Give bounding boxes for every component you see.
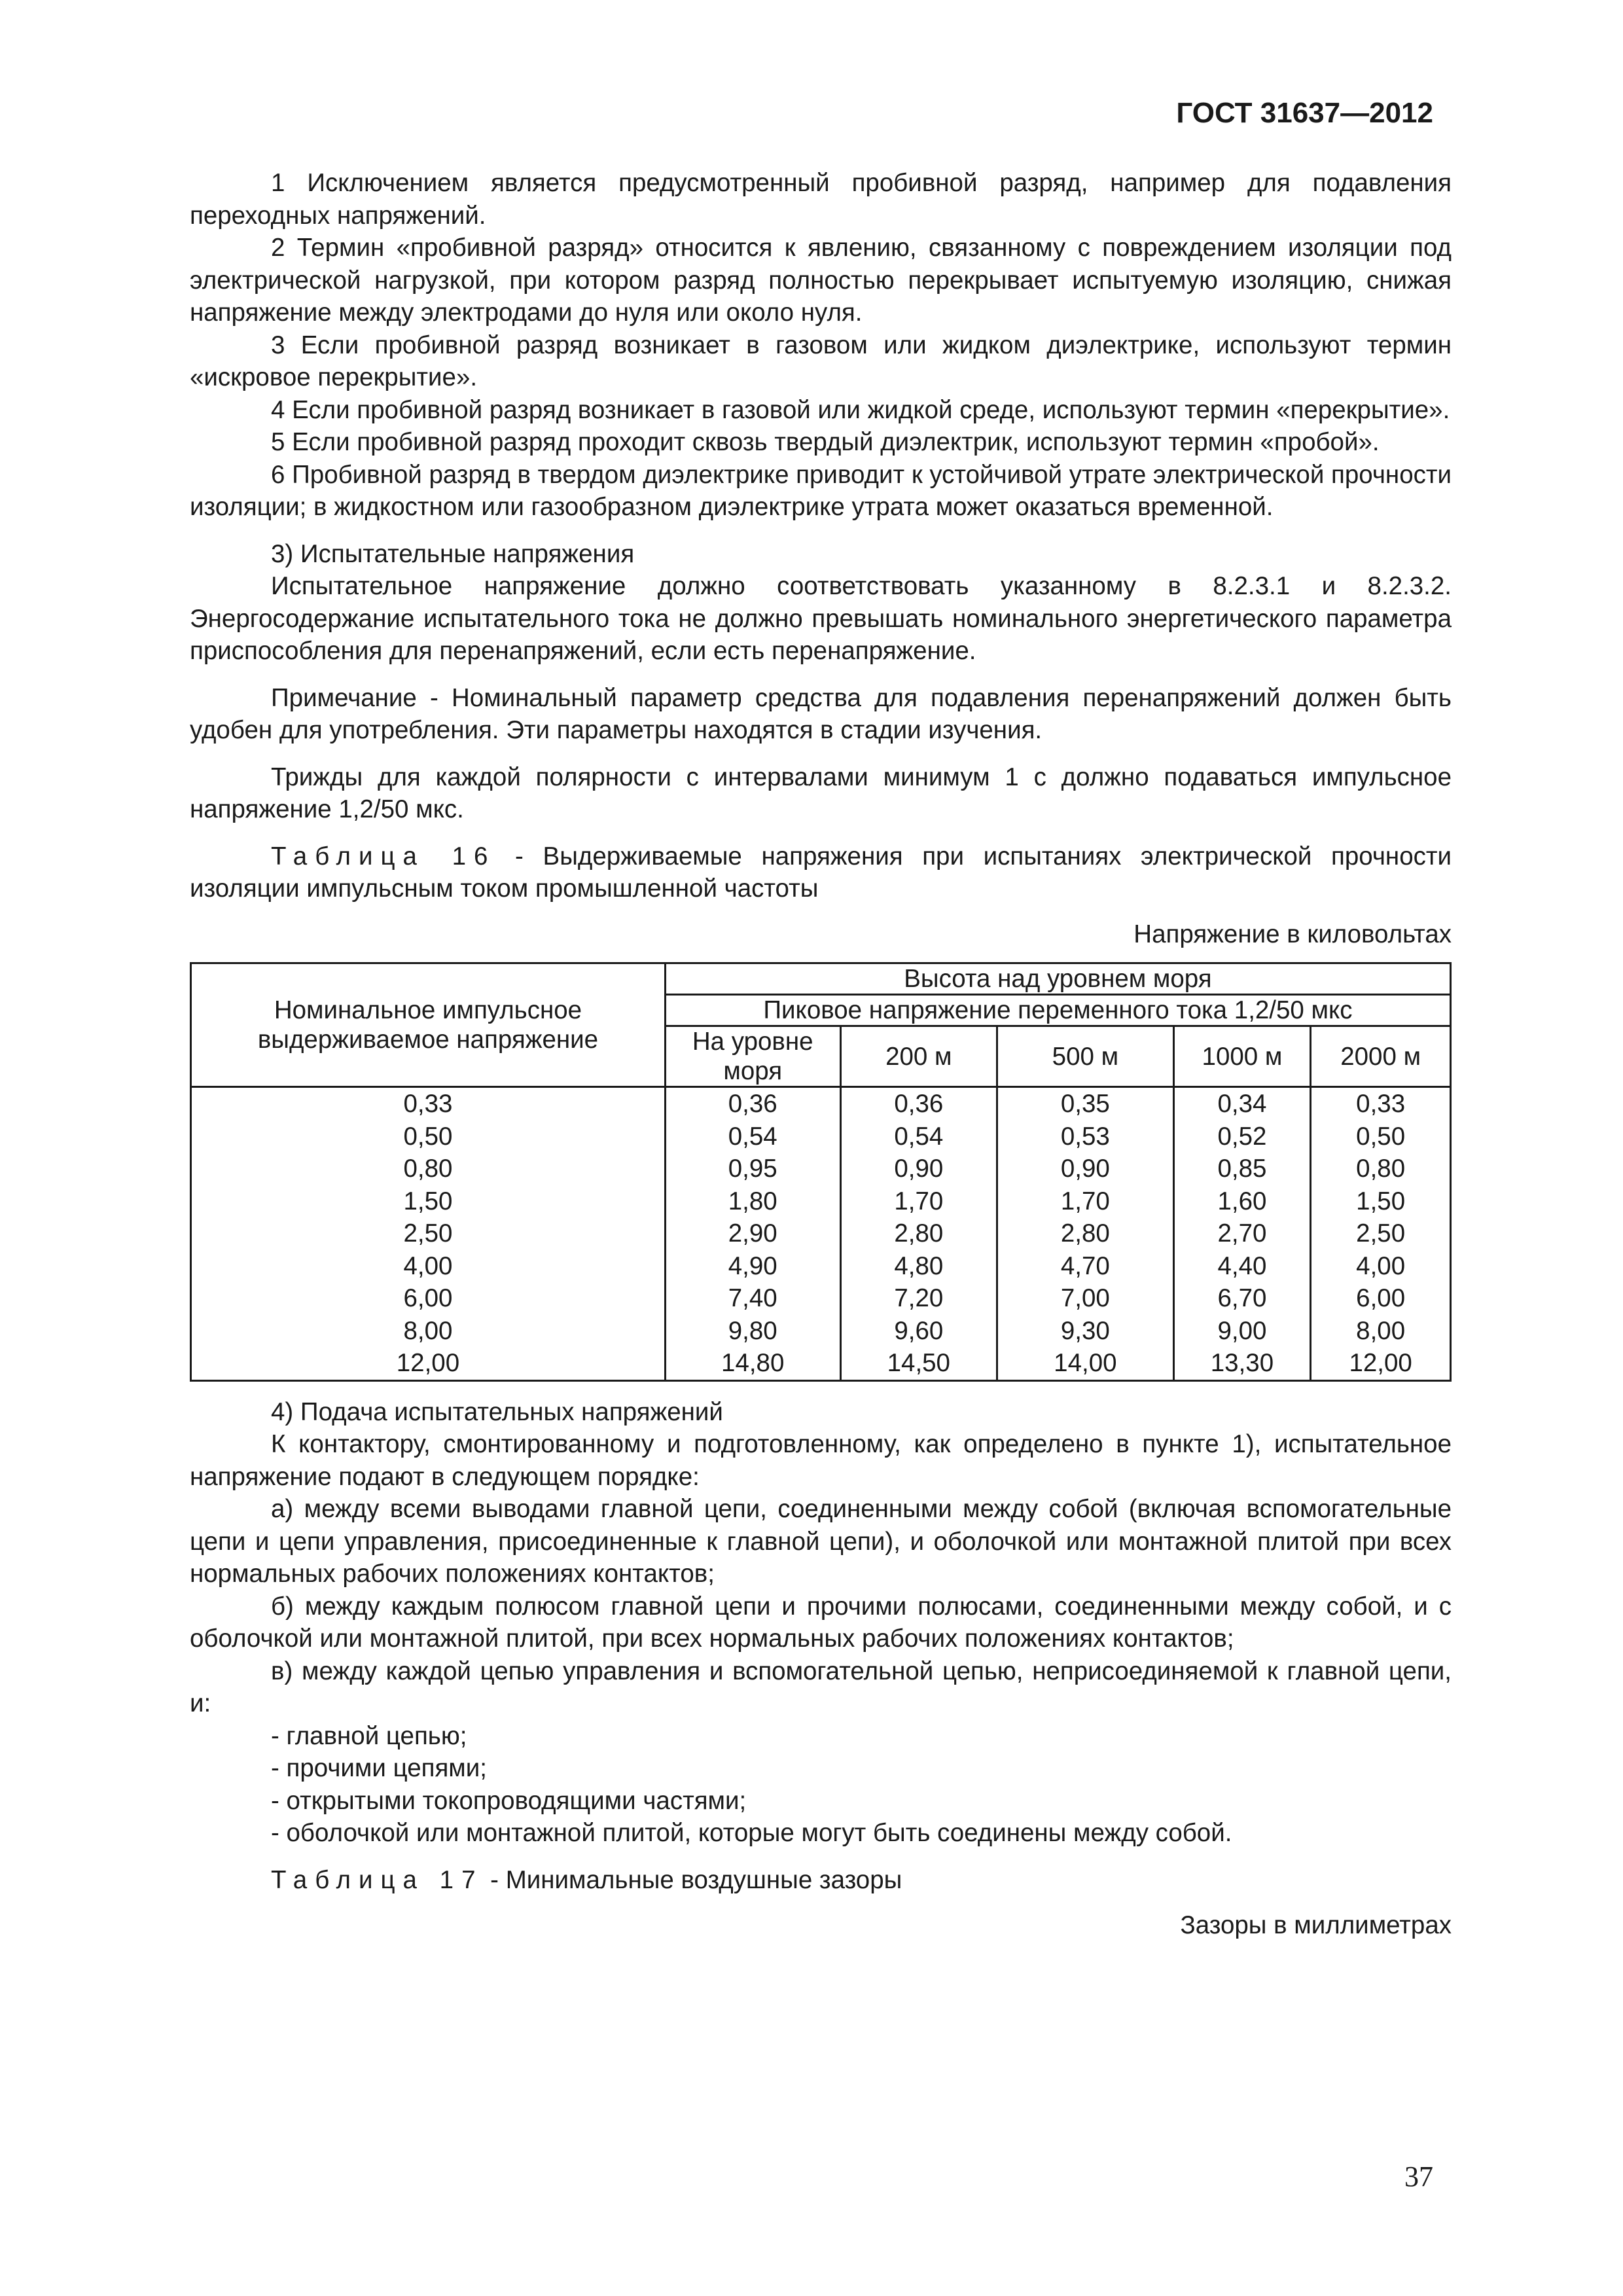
table-cell: 0,80 bbox=[1311, 1153, 1451, 1185]
table-cell: 13,30 bbox=[1173, 1347, 1311, 1380]
table-row bbox=[191, 1153, 1451, 1185]
table-row bbox=[191, 1315, 1451, 1348]
table-cell: 1,80 bbox=[665, 1185, 840, 1218]
table17-label: Таблица 17 bbox=[271, 1865, 484, 1894]
table16-label: Таблица 16 bbox=[271, 842, 496, 870]
table-cell: 0,54 bbox=[840, 1121, 997, 1153]
table-row bbox=[191, 1087, 1451, 1121]
table-cell: 7,00 bbox=[997, 1282, 1174, 1315]
table-cell: 9,00 bbox=[1173, 1315, 1311, 1348]
note-4: 4 Если пробивной разряд возникает в газовой или жидкой среде, используют термин «перекрытие». bbox=[271, 395, 1450, 424]
table-row bbox=[191, 1282, 1451, 1315]
section4-list-item: - прочими цепями; bbox=[271, 1754, 487, 1782]
table-cell: 0,33 bbox=[191, 1087, 666, 1121]
table-row bbox=[191, 1121, 1451, 1153]
table16-col0-header: Номинальное импульсное выдерживаемое напряжение bbox=[191, 963, 666, 1087]
table-cell: 6,70 bbox=[1173, 1282, 1311, 1315]
table-cell: 0,54 bbox=[665, 1121, 840, 1153]
section3-heading: 3) Испытательные напряжения bbox=[271, 539, 635, 568]
table-cell: 2,90 bbox=[665, 1217, 840, 1250]
section4-intro: К контактору, смонтированному и подготовленному, как определено в пункте 1), испытательное напряжение подают в следующем порядке: bbox=[190, 1430, 1452, 1491]
table16-altitude-header: 1000 м bbox=[1173, 1026, 1311, 1087]
table-cell: 0,95 bbox=[665, 1153, 840, 1185]
table-row bbox=[191, 1250, 1451, 1283]
section4-item-b: б) между каждым полюсом главной цепи и прочими полюсами, соединенными между собой, и с оболочкой или монтажной плитой, при всех нормальных рабочих положениях контактов; bbox=[190, 1592, 1452, 1653]
table-cell: 8,00 bbox=[191, 1315, 666, 1348]
table-cell: 2,80 bbox=[840, 1217, 997, 1250]
table-cell: 4,90 bbox=[665, 1250, 840, 1283]
table-cell: 0,35 bbox=[997, 1087, 1174, 1121]
table-cell: 9,60 bbox=[840, 1315, 997, 1348]
table16-caption bbox=[190, 840, 1452, 905]
note-6: 6 Пробивной разряд в твердом диэлектрике приводит к устойчивой утрате электрической прочности изоляции; в жидкостном или газообразном диэлектрике утрата может оказаться временной. bbox=[190, 460, 1452, 521]
table-cell: 4,00 bbox=[191, 1250, 666, 1283]
table-cell: 9,80 bbox=[665, 1315, 840, 1348]
table-cell: 0,90 bbox=[840, 1153, 997, 1185]
table-cell: 2,70 bbox=[1173, 1217, 1311, 1250]
table-cell: 4,40 bbox=[1173, 1250, 1311, 1283]
table16-altitude-header: На уровне моря bbox=[665, 1026, 840, 1087]
table-cell: 1,50 bbox=[1311, 1185, 1451, 1218]
table16-group-header: Высота над уровнем моря bbox=[665, 963, 1450, 995]
table-cell: 0,52 bbox=[1173, 1121, 1311, 1153]
table16-altitude-header: 500 м bbox=[997, 1026, 1174, 1087]
section4-list-item: - главной цепью; bbox=[271, 1721, 467, 1750]
note-2: 2 Термин «пробивной разряд» относится к явлению, связанному с повреждением изоляции под электрической нагрузкой, при котором разряд полностью перекрывает испытуемую изоляцию, снижая напряжение между электродами до нуля или около нуля. bbox=[190, 234, 1452, 327]
section3-text2: Трижды для каждой полярности с интервалами минимум 1 с должно подаваться импульсное напряжение 1,2/50 мкс. bbox=[190, 762, 1452, 823]
page-content bbox=[190, 167, 1452, 1954]
note-5: 5 Если пробивной разряд проходит сквозь твердый диэлектрик, используют термин «пробой». bbox=[271, 428, 1380, 456]
table-cell: 7,40 bbox=[665, 1282, 840, 1315]
table-cell: 0,53 bbox=[997, 1121, 1174, 1153]
table-cell: 14,80 bbox=[665, 1347, 840, 1380]
section4-item-a: а) между всеми выводами главной цепи, соединенными между собой (включая вспомогательные цепи и цепи управления, присоединенные к главной цепи), и оболочкой или монтажной плитой при всех нормальных рабочих положениях контактов; bbox=[190, 1495, 1452, 1588]
table-row bbox=[191, 1185, 1451, 1218]
table-cell: 12,00 bbox=[191, 1347, 666, 1380]
table-cell: 12,00 bbox=[1311, 1347, 1451, 1380]
table-cell: 2,80 bbox=[997, 1217, 1174, 1250]
document-header: ГОСТ 31637—2012 bbox=[1176, 97, 1433, 129]
table17-caption-text: - Минимальные воздушные зазоры bbox=[483, 1865, 902, 1894]
section4-item-c: в) между каждой цепью управления и вспомогательной цепью, неприсоединяемой к главной цепи, и: bbox=[190, 1657, 1452, 1717]
table17-caption bbox=[190, 1864, 1452, 1897]
table-cell: 0,90 bbox=[997, 1153, 1174, 1185]
page-number: 37 bbox=[1404, 2161, 1433, 2193]
table-cell: 4,00 bbox=[1311, 1250, 1451, 1283]
section3-note: Примечание - Номинальный параметр средства для подавления перенапряжений должен быть удобен для употребления. Эти параметры находятся в стадии изучения. bbox=[190, 683, 1452, 744]
section4-list-item: - открытыми токопроводящими частями; bbox=[271, 1786, 747, 1815]
table16-altitude-header: 2000 м bbox=[1311, 1026, 1451, 1087]
table-cell: 0,34 bbox=[1173, 1087, 1311, 1121]
note-3: 3 Если пробивной разряд возникает в газовом или жидком диэлектрике, используют термин «искровое перекрытие». bbox=[190, 331, 1452, 391]
table-cell: 8,00 bbox=[1311, 1315, 1451, 1348]
table-cell: 9,30 bbox=[997, 1315, 1174, 1348]
section3-text: Испытательное напряжение должно соответствовать указанному в 8.2.3.1 и 8.2.3.2. Энергосодержание испытательного тока не должно превышать номинального энергетического параметра приспособления для перенапряжений, если есть перенапряжение. bbox=[190, 572, 1452, 665]
table-cell: 7,20 bbox=[840, 1282, 997, 1315]
table-cell: 0,80 bbox=[191, 1153, 666, 1185]
table16-body bbox=[191, 1087, 1451, 1381]
table16-altitude-header: 200 м bbox=[840, 1026, 997, 1087]
table-cell: 0,33 bbox=[1311, 1087, 1451, 1121]
note-1: 1 Исключением является предусмотренный пробивной разряд, например для подавления переходных напряжений. bbox=[190, 169, 1452, 230]
table16-caption-text: - Выдерживаемые напряжения при испытаниях электрической прочности изоляции импульсным током промышленной частоты bbox=[190, 842, 1452, 903]
table-cell: 1,60 bbox=[1173, 1185, 1311, 1218]
table-cell: 14,00 bbox=[997, 1347, 1174, 1380]
table-cell: 0,85 bbox=[1173, 1153, 1311, 1185]
table-cell: 6,00 bbox=[1311, 1282, 1451, 1315]
section4-heading: 4) Подача испытательных напряжений bbox=[271, 1397, 723, 1426]
table-cell: 0,36 bbox=[840, 1087, 997, 1121]
table-cell: 4,70 bbox=[997, 1250, 1174, 1283]
table-cell: 1,70 bbox=[840, 1185, 997, 1218]
table-cell: 0,36 bbox=[665, 1087, 840, 1121]
table-cell: 2,50 bbox=[1311, 1217, 1451, 1250]
table16-subgroup-header: Пиковое напряжение переменного тока 1,2/50 мкс bbox=[665, 995, 1450, 1026]
table-cell: 6,00 bbox=[191, 1282, 666, 1315]
table-cell: 0,50 bbox=[1311, 1121, 1451, 1153]
table16-units: Напряжение в киловольтах bbox=[1133, 920, 1452, 948]
table16 bbox=[190, 962, 1452, 1382]
table-cell: 2,50 bbox=[191, 1217, 666, 1250]
table-cell: 14,50 bbox=[840, 1347, 997, 1380]
table-cell: 1,70 bbox=[997, 1185, 1174, 1218]
table17-units: Зазоры в миллиметрах bbox=[1180, 1911, 1452, 1939]
table-row bbox=[191, 1347, 1451, 1380]
table-cell: 4,80 bbox=[840, 1250, 997, 1283]
table-cell: 1,50 bbox=[191, 1185, 666, 1218]
table-cell: 0,50 bbox=[191, 1121, 666, 1153]
section4-list-item: - оболочкой или монтажной плитой, которые могут быть соединены между собой. bbox=[271, 1819, 1232, 1847]
table-row bbox=[191, 1217, 1451, 1250]
